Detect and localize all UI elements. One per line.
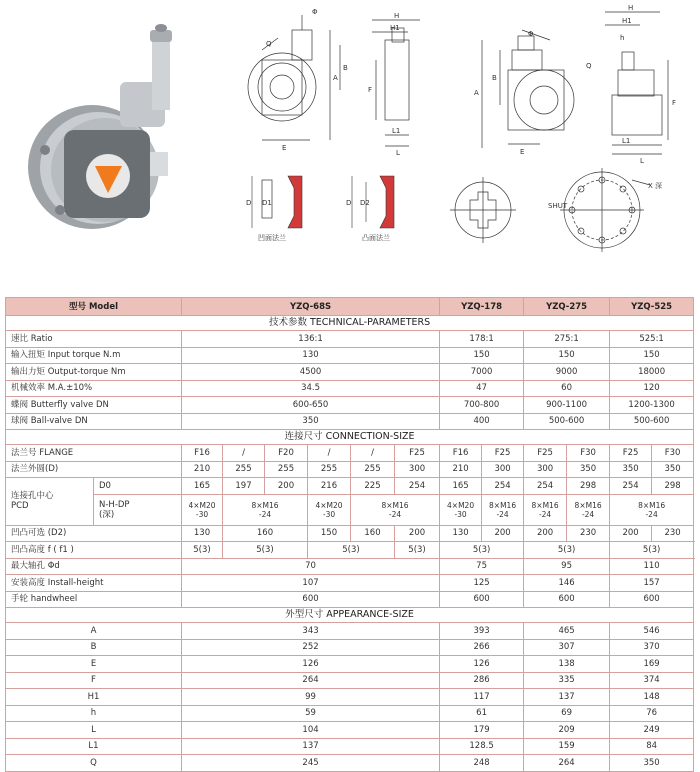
row-value: 150 (308, 525, 351, 542)
nhdp-value: 8×M16 -24 (223, 494, 308, 525)
row-value: 600 (610, 591, 694, 608)
row-value: 70 (182, 558, 440, 575)
row-value: / (308, 445, 351, 462)
row-value: 130 (182, 347, 440, 364)
d0-label: D0 (94, 478, 182, 495)
dim-label-e-2: E (520, 148, 525, 156)
row-value: 255 (265, 461, 308, 478)
row-value: 350 (610, 461, 652, 478)
section-technical-parameters (6, 316, 694, 331)
front-view-drawing (248, 15, 340, 140)
row-value: 169 (610, 656, 694, 673)
row-value: / (223, 445, 265, 462)
row-value: 210 (182, 461, 223, 478)
d0-value: 165 (182, 478, 223, 495)
dim-label-d: D (246, 199, 252, 207)
outer-diameter-row (6, 461, 694, 478)
row-value: 160 (351, 525, 395, 542)
appearance-row (6, 755, 694, 772)
dim-label-b-2: B (492, 74, 497, 82)
boss-height-row (6, 542, 694, 559)
row-value: 350 (652, 461, 694, 478)
dim-label-a-2: A (474, 89, 479, 97)
pcd-label (6, 478, 94, 526)
mid-row (6, 591, 694, 608)
d0-value: 298 (567, 478, 610, 495)
row-value: 99 (182, 689, 440, 706)
row-value: F25 (524, 445, 567, 462)
row-value: 252 (182, 639, 440, 656)
row-value: 374 (610, 672, 694, 689)
nhdp-value: 8×M16 -24 (610, 494, 694, 525)
nhdp-value: 8×M16 -24 (524, 494, 567, 525)
row-value: 146 (524, 575, 610, 592)
row-value: 249 (610, 722, 694, 739)
row-label: E (6, 656, 182, 673)
row-value: 209 (524, 722, 610, 739)
dim-label-d2: D2 (360, 199, 370, 207)
header-yzq525: YZQ-525 (610, 298, 694, 316)
appearance-row (6, 738, 694, 755)
section-connection-size (6, 430, 694, 445)
row-value: 137 (182, 738, 440, 755)
row-value: 600-650 (182, 397, 440, 414)
row-value: 5(3) (182, 542, 223, 559)
dim-label-q: Q (266, 40, 272, 48)
dim-label-phi-2: Φ (528, 30, 534, 38)
table-header-row (6, 298, 694, 316)
row-value: 120 (610, 380, 694, 397)
row-value: 230 (567, 525, 610, 542)
row-value: 137 (524, 689, 610, 706)
row-value: 61 (440, 705, 524, 722)
d0-value: 254 (482, 478, 524, 495)
row-label: 凹凸可选 (D2) (6, 525, 182, 542)
row-label: 输入扭矩 Input torque N.m (6, 347, 182, 364)
row-value: 266 (440, 639, 524, 656)
row-value: 307 (524, 639, 610, 656)
technical-drawings (0, 0, 700, 285)
row-value: 393 (440, 623, 524, 640)
appearance-row (6, 623, 694, 640)
row-value: 4500 (182, 364, 440, 381)
row-value: F25 (610, 445, 652, 462)
row-value: 34.5 (182, 380, 440, 397)
nhdp-value: 8×M16 -24 (567, 494, 610, 525)
row-value: 248 (440, 755, 524, 772)
dim-label-l-2: L (640, 157, 644, 165)
section-appearance-size-title: 外型尺寸 APPEARANCE-SIZE (6, 608, 694, 623)
row-value: 350 (182, 413, 440, 430)
section-appearance-size (6, 608, 694, 623)
row-value: F30 (652, 445, 694, 462)
appearance-row (6, 639, 694, 656)
row-label: 输出力矩 Output-torque Nm (6, 364, 182, 381)
row-value: 104 (182, 722, 440, 739)
row-value: 107 (182, 575, 440, 592)
row-value: 255 (223, 461, 265, 478)
nhdp-value: 4×M20 -30 (440, 494, 482, 525)
d0-value: 197 (223, 478, 265, 495)
row-value: F25 (482, 445, 524, 462)
flange-row (6, 445, 694, 462)
row-value: 255 (308, 461, 351, 478)
pcd-d0-row (6, 478, 694, 495)
row-value: 7000 (440, 364, 524, 381)
row-label: 安装高度 Install-height (6, 575, 182, 592)
row-value: 130 (182, 525, 223, 542)
dim-label-e: E (282, 144, 287, 152)
row-label: L (6, 722, 182, 739)
row-value: 130 (440, 525, 482, 542)
row-value: 300 (524, 461, 567, 478)
row-value: 700-800 (440, 397, 524, 414)
tech-row (6, 364, 694, 381)
nhdp-value: 4×M20 -30 (182, 494, 223, 525)
shaft-hole-drawing (450, 177, 516, 243)
row-value: 110 (610, 558, 694, 575)
row-value: 600 (524, 591, 610, 608)
row-label: 球阀 Ball-valve DN (6, 413, 182, 430)
row-value: 9000 (524, 364, 610, 381)
row-value: 210 (440, 461, 482, 478)
row-value: 126 (440, 656, 524, 673)
row-label: H1 (6, 689, 182, 706)
pcd-nhdp-row (6, 494, 694, 525)
row-value: 126 (182, 656, 440, 673)
row-value: F25 (395, 445, 440, 462)
row-label: 机械效率 M.A.±10% (6, 380, 182, 397)
dim-label-h-2: H (628, 4, 634, 12)
header-yzq178: YZQ-178 (440, 298, 524, 316)
row-label: h (6, 705, 182, 722)
row-value: 525:1 (610, 331, 694, 348)
row-label: 速比 Ratio (6, 331, 182, 348)
d0-value: 216 (308, 478, 351, 495)
nhdp-value: 8×M16 -24 (351, 494, 440, 525)
appearance-row (6, 705, 694, 722)
side-view-drawing-large (605, 12, 668, 154)
row-value: 200 (395, 525, 440, 542)
dim-label-hsmall-2: h (620, 34, 625, 42)
row-value: 200 (610, 525, 652, 542)
row-label: 最大轴孔 Φd (6, 558, 182, 575)
row-value: 600 (440, 591, 524, 608)
row-value: 125 (440, 575, 524, 592)
row-value: 59 (182, 705, 440, 722)
row-value: 5(3) (524, 542, 610, 559)
row-value: 95 (524, 558, 610, 575)
row-label: Q (6, 755, 182, 772)
d0-value: 254 (610, 478, 652, 495)
row-value: 5(3) (610, 542, 694, 559)
row-value: 400 (440, 413, 524, 430)
d0-value: 165 (440, 478, 482, 495)
section-technical-parameters-title: 技术参数 TECHNICAL-PARAMETERS (6, 316, 694, 331)
dim-label-h1: H1 (390, 24, 400, 32)
d0-value: 298 (652, 478, 694, 495)
row-value: F30 (567, 445, 610, 462)
tech-row (6, 413, 694, 430)
header-model: 型号 Model (6, 298, 182, 316)
nhdp-label (94, 494, 182, 525)
row-value: 335 (524, 672, 610, 689)
row-value: F16 (182, 445, 223, 462)
row-label: A (6, 623, 182, 640)
row-label: L1 (6, 738, 182, 755)
row-value: 150 (610, 347, 694, 364)
row-label: B (6, 639, 182, 656)
row-value: 5(3) (440, 542, 524, 559)
mid-row (6, 575, 694, 592)
row-value: 300 (482, 461, 524, 478)
section-connection-size-title: 连接尺寸 CONNECTION-SIZE (6, 430, 694, 445)
row-value: 264 (524, 755, 610, 772)
row-value: 286 (440, 672, 524, 689)
convex-flange-drawing (352, 176, 394, 228)
nhdp-value: 8×M16 -24 (482, 494, 524, 525)
header-yzq275: YZQ-275 (524, 298, 610, 316)
d0-value: 200 (265, 478, 308, 495)
row-value: 275:1 (524, 331, 610, 348)
row-value: 370 (610, 639, 694, 656)
gearbox-product-photo (28, 24, 172, 229)
tech-row (6, 347, 694, 364)
row-value: 350 (567, 461, 610, 478)
convex-flange-caption: 凸面法兰 (362, 234, 390, 242)
appearance-row (6, 689, 694, 706)
row-label: F (6, 672, 182, 689)
dim-label-l: L (396, 149, 400, 157)
dim-label-d-2: D (346, 199, 352, 207)
row-label: 法兰号 FLANGE (6, 445, 182, 462)
row-value: 200 (482, 525, 524, 542)
row-value: 150 (440, 347, 524, 364)
dim-label-h1-2: H1 (622, 17, 632, 25)
dim-label-f: F (368, 86, 373, 94)
row-value: 75 (440, 558, 524, 575)
appearance-row (6, 656, 694, 673)
row-label: 法兰外圆(D) (6, 461, 182, 478)
nhdp-label-line1: N-H-DP (99, 499, 130, 510)
row-value: 117 (440, 689, 524, 706)
row-value: 159 (524, 738, 610, 755)
row-value: 136:1 (182, 331, 440, 348)
row-value: 5(3) (223, 542, 308, 559)
row-value: 84 (610, 738, 694, 755)
row-value: 148 (610, 689, 694, 706)
row-value: F20 (265, 445, 308, 462)
row-value: 179 (440, 722, 524, 739)
nhdp-label-line2: (深) (99, 509, 115, 520)
tech-row (6, 397, 694, 414)
x-deep-label: X 深 (648, 182, 663, 190)
row-value: 128.5 (440, 738, 524, 755)
row-value: 69 (524, 705, 610, 722)
dim-label-l1-2: L1 (622, 137, 631, 145)
d0-value: 225 (351, 478, 395, 495)
row-value: 157 (610, 575, 694, 592)
row-value: 300 (395, 461, 440, 478)
appearance-row (6, 672, 694, 689)
boss-d2-row (6, 525, 694, 542)
row-value: 255 (351, 461, 395, 478)
row-value: F16 (440, 445, 482, 462)
row-value: 350 (610, 755, 694, 772)
row-value: 1200-1300 (610, 397, 694, 414)
row-value: 200 (524, 525, 567, 542)
row-value: / (351, 445, 395, 462)
dim-label-phi: Φ (312, 8, 318, 16)
tech-row (6, 331, 694, 348)
dim-label-q-2: Q (586, 62, 592, 70)
dim-label-l1: L1 (392, 127, 401, 135)
row-value: 500-600 (610, 413, 694, 430)
dim-label-a: A (333, 74, 338, 82)
row-value: 230 (652, 525, 694, 542)
row-value: 60 (524, 380, 610, 397)
row-value: 76 (610, 705, 694, 722)
bolt-circle-drawing (560, 168, 650, 252)
appearance-row (6, 722, 694, 739)
nhdp-value: 4×M20 -30 (308, 494, 351, 525)
row-label: 手轮 handwheel (6, 591, 182, 608)
row-value: 343 (182, 623, 440, 640)
row-value: 18000 (610, 364, 694, 381)
row-value: 178:1 (440, 331, 524, 348)
row-label: 蝶阀 Butterfly valve DN (6, 397, 182, 414)
pcd-label-cn: 连接孔中心 (11, 491, 54, 502)
dim-label-f-2: F (672, 99, 677, 107)
row-value: 150 (524, 347, 610, 364)
row-value: 465 (524, 623, 610, 640)
concave-flange-drawing (252, 176, 302, 228)
row-value: 500-600 (524, 413, 610, 430)
spec-table (5, 297, 694, 772)
row-value: 245 (182, 755, 440, 772)
header-yzq68s: YZQ-68S (182, 298, 440, 316)
dim-label-h: H (394, 12, 400, 20)
row-value: 138 (524, 656, 610, 673)
row-value: 47 (440, 380, 524, 397)
tech-row (6, 380, 694, 397)
pcd-label-en: PCD (11, 501, 29, 512)
concave-flange-caption: 凹面法兰 (258, 234, 286, 242)
row-value: 900-1100 (524, 397, 610, 414)
d0-value: 254 (524, 478, 567, 495)
d0-value: 254 (395, 478, 440, 495)
row-value: 5(3) (395, 542, 440, 559)
row-value: 600 (182, 591, 440, 608)
row-label: 凹凸高度 f ( f1 ) (6, 542, 182, 559)
row-value: 5(3) (308, 542, 395, 559)
dim-label-b: B (343, 64, 348, 72)
shut-label: SHUT (548, 202, 568, 210)
mid-row (6, 558, 694, 575)
front-view-drawing-large (482, 30, 574, 148)
row-value: 264 (182, 672, 440, 689)
row-value: 546 (610, 623, 694, 640)
row-value: 160 (223, 525, 308, 542)
dim-label-d1: D1 (262, 199, 272, 207)
